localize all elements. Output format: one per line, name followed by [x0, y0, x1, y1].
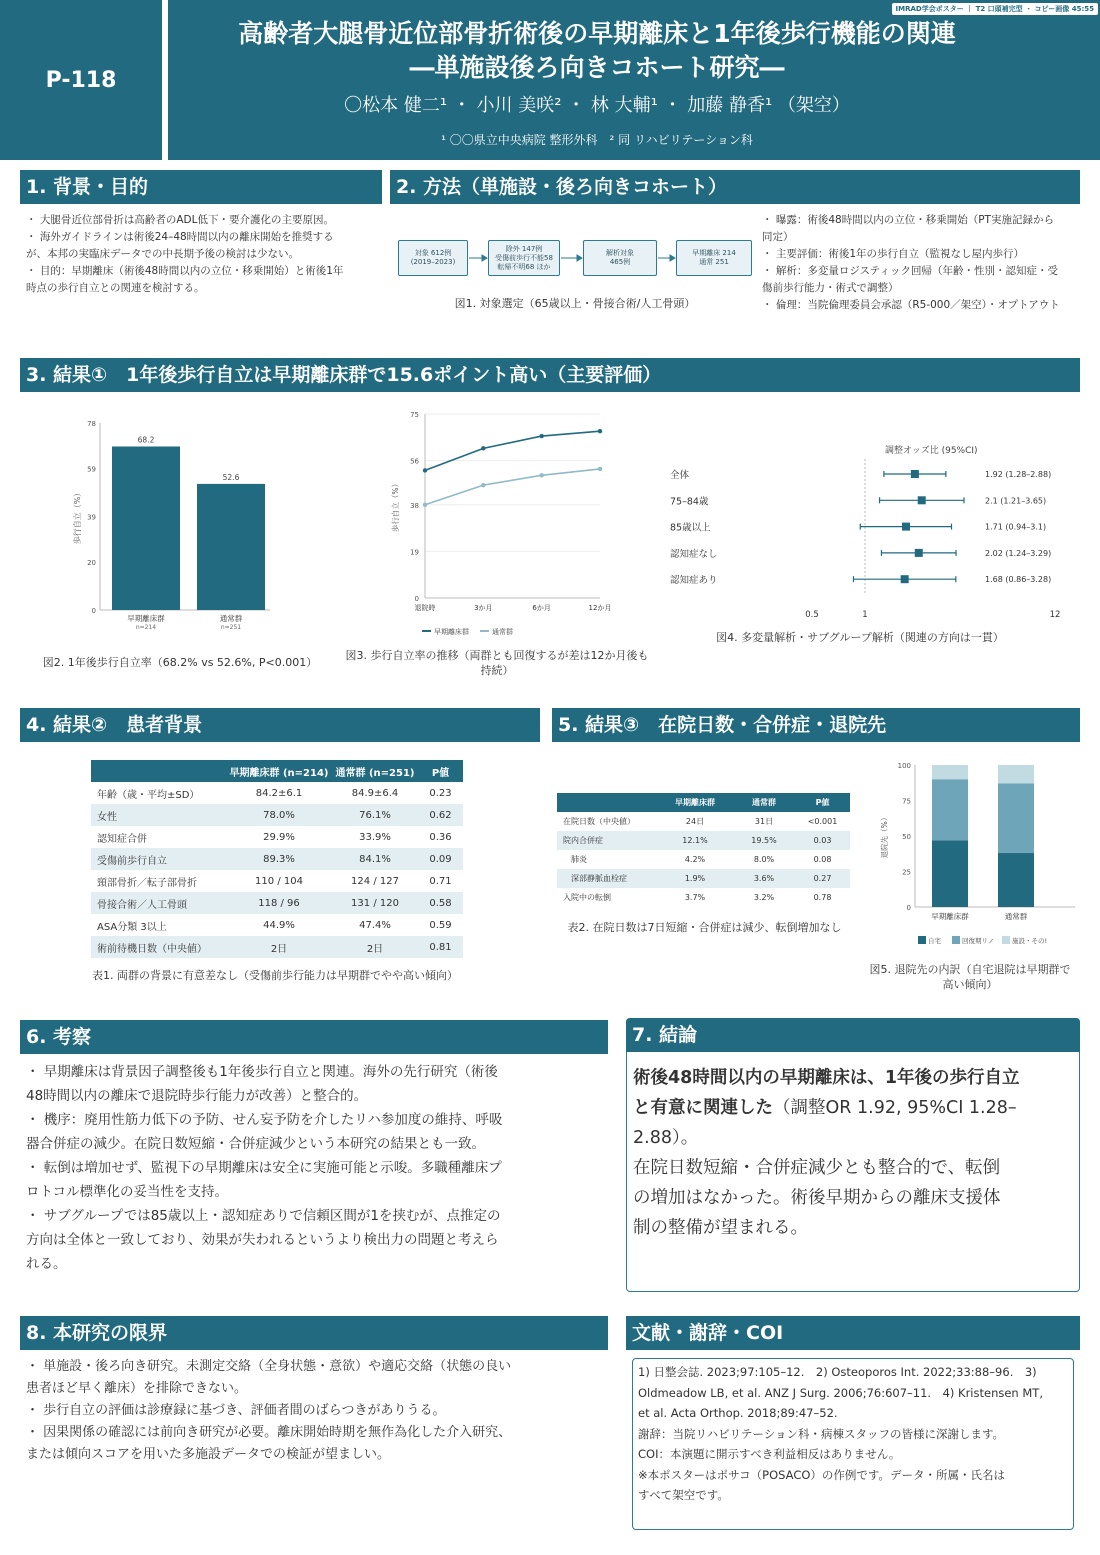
table-cell: 0.23	[429, 787, 452, 799]
text-line: の増加はなかった。術後早期からの離床支援体	[633, 1188, 1001, 1208]
flow-text: 対象 612例	[414, 249, 452, 257]
table-cell: 肺炎	[563, 855, 587, 864]
text-line: ・ 海外ガイドラインは術後24–48時間以内の離床開始を推奨する	[26, 231, 334, 243]
section3-header: 3. 結果① 1年後歩行自立は早期離床群で15.6ポイント高い（主要評価）	[20, 358, 1080, 392]
references-text	[638, 1362, 1072, 1506]
point-estimate	[902, 523, 910, 531]
bar-segment	[998, 765, 1034, 783]
series-line	[425, 469, 600, 505]
table-cell: 入院中の転倒	[563, 893, 611, 902]
table-cell: 8.0%	[753, 855, 775, 864]
table-cell: 47.4%	[359, 919, 391, 931]
table-cell: 124 / 127	[351, 875, 399, 887]
table-cell: 女性	[91, 804, 226, 826]
text-line: 患者ほど早く離床）を排除できない。	[26, 1381, 248, 1396]
table-cell: <0.001	[807, 817, 838, 826]
series-line	[425, 431, 600, 470]
text-line: が、本邦の実臨床データでの中長期予後の検討は少ない。	[26, 248, 299, 260]
data-point	[481, 483, 485, 487]
bar	[112, 446, 180, 610]
table-cell: 131 / 120	[332, 892, 418, 914]
legend-label: 早期離床群	[434, 628, 469, 636]
table-cell: 2日	[332, 936, 418, 958]
table-cell: 4.2%	[684, 855, 706, 864]
table-row	[91, 870, 463, 892]
section6-text	[26, 1060, 606, 1276]
text-line: ・ 早期離床は背景因子調整後も1年後歩行自立と関連。海外の先行研究（術後	[26, 1064, 498, 1080]
y-tick-label: 20	[87, 559, 96, 568]
x-tick-label: 通常群	[219, 614, 243, 623]
text-line: ロトコル標準化の妥当性を支持。	[26, 1184, 228, 1200]
text-line: 謝辞：当院リハビリテーション科・病棟スタッフの皆様に深謝します。	[638, 1426, 1005, 1441]
text-line: 2.88）。	[633, 1128, 699, 1148]
table-cell: 2日	[226, 936, 332, 958]
table-row	[91, 914, 463, 936]
legend-label: 回復期リノ	[962, 937, 995, 945]
table1-head: 早期離床群 (n=214)	[226, 760, 332, 782]
text-line: ・ 解析：多変量ロジスティック回帰（年齢・性別・認知症・受	[762, 265, 1058, 277]
legend-swatch	[952, 936, 960, 944]
line-chart	[370, 405, 640, 645]
legend-label: 施設・その!	[1012, 937, 1048, 945]
x-tick-label: 0.5	[805, 610, 819, 620]
y-tick-label: 56	[410, 457, 419, 466]
section7-header: 7. 結論	[626, 1018, 1080, 1052]
conclusion-text-span: （調整OR 1.92, 95%CI 1.28–	[773, 1098, 1017, 1118]
stacked-bar-chart	[870, 755, 1080, 955]
poster-number: P-118	[45, 67, 117, 93]
x-tick-label: 1	[862, 610, 868, 620]
table-cell: 3.2%	[753, 893, 775, 902]
figure5-caption: 図5. 退院先の内訳（自宅退院は早期群で高い傾向）	[869, 963, 1071, 991]
y-axis-label: 退院先（%）	[880, 813, 889, 859]
table-cell: 0.36	[429, 831, 452, 843]
table-cell: 0.81	[418, 936, 463, 958]
flow-text: 465例	[609, 258, 631, 266]
y-tick-label: 0	[906, 904, 911, 912]
x-tick-label: 12か月	[588, 604, 612, 612]
text-line: 在院日数短縮・合併症減少とも整合的で、転倒	[633, 1158, 1001, 1178]
y-tick-label: 100	[897, 762, 911, 770]
y-axis-label: 歩行自立（%）	[73, 488, 82, 545]
bar-segment	[932, 765, 968, 779]
bar-segment	[998, 853, 1034, 907]
legend-label: 通常群	[492, 628, 513, 636]
flow-text: 受傷前歩行不能58	[495, 253, 553, 262]
table-cell: 12.1%	[657, 831, 733, 850]
data-point	[598, 429, 602, 433]
point-estimate	[915, 549, 923, 557]
text-line: ・ 転倒は増加せず、監視下の早期離床は安全に実施可能と示唆。多職種離床プ	[26, 1160, 502, 1176]
table-cell: 0.62	[418, 804, 463, 826]
table-cell: 24日	[685, 817, 705, 826]
data-label: 52.6	[222, 472, 240, 482]
y-tick-label: 0	[414, 595, 419, 603]
section1-text	[26, 212, 378, 297]
text-line: れる。	[26, 1256, 67, 1272]
table2	[557, 793, 850, 907]
conclusion-bold: と有意に関連した	[633, 1098, 773, 1118]
flow-text: 解析対象	[606, 249, 634, 257]
table-cell: 33.9%	[359, 831, 391, 843]
data-point	[539, 473, 543, 477]
y-tick-label: 39	[87, 513, 96, 522]
flow-text: 早期離床 214	[692, 249, 736, 257]
bar-segment	[932, 840, 968, 907]
table1-head: 通常群 (n=251)	[332, 760, 418, 782]
table-row	[557, 850, 850, 869]
table-cell: 受傷前歩行自立	[91, 848, 226, 870]
data-label: 68.2	[137, 435, 155, 445]
y-axis-label: 歩行自立（%）	[391, 479, 400, 533]
data-point	[423, 468, 427, 472]
or-label: 2.02 (1.24–3.29)	[985, 548, 1052, 558]
section1-header: 1. 背景・目的	[20, 170, 382, 204]
authors: 〇松本 健二¹ ・ 小川 美咲² ・ 林 大輔¹ ・ 加藤 静香¹ （架空）	[344, 95, 850, 116]
text-line: ・ 大腿骨近位部骨折は高齢者のADL低下・要介護化の主要原因。	[26, 214, 334, 226]
table1-head	[91, 760, 226, 782]
text-line: Oldmeadow LB, et al. ANZ J Surg. 2006;76:607–11. 4) Kristensen MT,	[638, 1385, 1043, 1400]
title-line2: ―単施設後ろ向きコホート研究―	[409, 53, 785, 82]
table-cell: 84.2±6.1	[255, 787, 303, 799]
text-line: et al. Acta Orthop. 2018;89:47–52.	[638, 1406, 838, 1420]
text-line: 同定）	[762, 231, 794, 243]
y-tick-label: 75	[902, 797, 911, 806]
data-point	[423, 503, 427, 507]
y-tick-label: 19	[410, 548, 419, 557]
subgroup-label: 75–84歳	[670, 496, 709, 508]
conclusion-bold: 術後48時間以内の早期離床は、1年後の歩行自立	[633, 1068, 1020, 1088]
point-estimate	[901, 575, 909, 583]
text-line: ・ 単施設・後ろ向き研究。未測定交絡（全身状態・意欲）や適応交絡（状態の良い	[26, 1359, 512, 1374]
table-cell: 84.9±6.4	[351, 787, 399, 799]
subgroup-label: 認知症なし	[670, 548, 718, 560]
table-cell: 110 / 104	[255, 875, 303, 887]
table-cell: ASA分類 3以上	[97, 921, 167, 933]
y-tick-label: 50	[902, 833, 911, 841]
text-line: 器合併症の減少。在院日数短縮・合併症減少という本研究の結果とも一致。	[26, 1136, 485, 1152]
table-row	[557, 812, 850, 831]
table-cell: 3.7%	[684, 893, 706, 902]
table-row	[91, 848, 463, 870]
point-estimate	[911, 470, 919, 478]
table-cell: 0.09	[418, 848, 463, 870]
table-row	[91, 892, 463, 914]
legend-swatch	[918, 936, 926, 944]
text-line: すべて架空です。	[638, 1488, 729, 1502]
conclusion-text	[633, 1063, 1078, 1243]
section8-header: 8. 本研究の限界	[20, 1316, 608, 1350]
format-badge: IMRAD学会ポスター ｜ T2 口頭補完型 ・ コピー画像 45:55	[892, 3, 1098, 15]
table-cell: 0.58	[418, 892, 463, 914]
table-cell: 0.03	[795, 831, 850, 850]
forest-title: 調整オッズ比 (95%CI)	[884, 446, 978, 456]
table-cell: 118 / 96	[226, 892, 332, 914]
section5-header: 5. 結果③ 在院日数・合併症・退院先	[552, 708, 1080, 742]
text-line: ・ 歩行自立の評価は診療録に基づき、評価者間のばらつきがありうる。	[26, 1403, 446, 1418]
table2-head: P値	[795, 793, 850, 812]
table-cell: 1.9%	[657, 869, 733, 888]
or-label: 2.1 (1.21–3.65)	[985, 496, 1047, 506]
table1-caption: 表1. 両群の背景に有意差なし（受傷前歩行能力は早期群でやや高い傾向）	[92, 969, 458, 982]
subgroup-label: 認知症あり	[670, 575, 718, 587]
x-tick-sublabel: n=214	[135, 624, 157, 631]
data-point	[481, 446, 485, 450]
section4-header: 4. 結果② 患者背景	[20, 708, 540, 742]
poster-number-box	[0, 0, 162, 160]
x-tick-label: 退院時	[414, 604, 436, 612]
table-cell: 年齢（歳・平均±SD）	[97, 789, 200, 801]
text-line: ・ 倫理：当院倫理委員会承認（R5-000／架空）・オプトアウト	[762, 299, 1060, 311]
forest-plot	[660, 435, 1080, 625]
bar-segment	[932, 779, 968, 840]
table2-head: 早期離床群	[657, 793, 733, 812]
x-tick-label: 12	[1049, 610, 1061, 620]
text-line: 方向は全体と一致しており、効果が失われるというより検出力の問題と考えら	[26, 1232, 499, 1248]
text-line: 傷前歩行能力・術式で調整）	[762, 282, 899, 294]
title-banner	[168, 0, 1100, 160]
figure4-caption: 図4. 多変量解析・サブグループ解析（関連の方向は一貫）	[716, 631, 1004, 644]
x-tick-label: 通常群	[1004, 912, 1028, 921]
legend-swatch	[1002, 936, 1010, 944]
text-line: COI：本演題に開示すべき利益相反はありません。	[638, 1447, 901, 1461]
y-tick-label: 59	[87, 465, 96, 474]
table-cell: 0.59	[429, 919, 452, 931]
bar	[197, 484, 265, 610]
text-line: 48時間以内の離床で退院時歩行能力が改善）と整合的。	[26, 1088, 368, 1104]
x-tick-label: 6か月	[532, 604, 551, 612]
legend-label: 自宅	[928, 937, 941, 945]
table-cell: 76.1%	[332, 804, 418, 826]
table1	[91, 760, 463, 958]
table-cell: 19.5%	[733, 831, 795, 850]
table-row	[557, 869, 850, 888]
flow-text: 通常 251	[699, 258, 729, 266]
table-cell: 84.1%	[332, 848, 418, 870]
text-line: ・ サブグループでは85歳以上・認知症ありで信頼区間が1を挟むが、点推定の	[26, 1208, 501, 1224]
flow-text: 除外 147例	[505, 244, 543, 253]
y-tick-label: 25	[902, 868, 911, 877]
text-line: ※本ポスターはポサコ（POSACO）の作例です。データ・所属・氏名は	[638, 1467, 1005, 1482]
x-tick-label: 早期離床群	[931, 912, 969, 921]
table-row	[91, 804, 463, 826]
figure2-caption: 図2. 1年後歩行自立率（68.2% vs 52.6%, P<0.001）	[42, 656, 318, 669]
text-line: ・ 主要評価：術後1年の歩行自立（監視なし屋内歩行）	[762, 248, 1025, 260]
table-cell: 0.27	[795, 869, 850, 888]
table-cell: 頸部骨折／転子部骨折	[97, 877, 197, 889]
text-line: または傾向スコアを用いた多施設データでの検証が望ましい。	[26, 1447, 391, 1462]
table2-caption: 表2. 在院日数は7日短縮・合併症は減少、転倒増加なし	[567, 921, 842, 934]
text-line: ・ 目的：早期離床（術後48時間以内の立位・移乗開始）と術後1年	[26, 265, 344, 277]
subgroup-label: 85歳以上	[670, 522, 711, 534]
table1-head: P値	[418, 760, 463, 782]
table-cell: 在院日数（中央値）	[563, 817, 635, 826]
table-cell: 0.78	[813, 893, 832, 902]
table-cell: 44.9%	[263, 919, 295, 931]
table-cell: 0.08	[813, 855, 832, 864]
text-line: ・ 曝露：術後48時間以内の立位・移乗開始（PT実施記録から	[762, 214, 1054, 226]
table-row	[91, 826, 463, 848]
table-cell: 深部静脈血栓症	[557, 869, 657, 888]
flow-arrows	[390, 240, 760, 276]
table-cell: 89.3%	[226, 848, 332, 870]
bar-segment	[998, 783, 1034, 853]
y-tick-label: 38	[410, 501, 419, 510]
table2-head: 通常群	[733, 793, 795, 812]
table-cell: 院内合併症	[557, 831, 657, 850]
or-label: 1.71 (0.94–3.1)	[985, 522, 1047, 532]
section9-header: 文献・謝辞・COI	[626, 1316, 1080, 1350]
or-label: 1.68 (0.86–3.28)	[985, 575, 1052, 585]
data-point	[539, 434, 543, 438]
subgroup-label: 全体	[670, 470, 690, 481]
section8-text	[26, 1356, 606, 1466]
flow-text: 転帰不明68 ほか	[497, 262, 551, 271]
table-cell: 3.6%	[733, 869, 795, 888]
text-line: 制の整備が望まれる。	[633, 1218, 808, 1238]
table-cell: 29.9%	[263, 831, 295, 843]
x-tick-label: 3か月	[474, 604, 493, 612]
y-tick-label: 75	[410, 411, 419, 419]
table-row	[557, 888, 850, 907]
table-cell: 31日	[754, 817, 774, 826]
y-tick-label: 0	[91, 607, 96, 615]
title-line1: 高齢者大腿骨近位部骨折術後の早期離床と1年後歩行機能の関連	[238, 19, 956, 48]
table-cell: 認知症合併	[97, 833, 147, 845]
section6-header: 6. 考察	[20, 1020, 608, 1054]
figure3-caption: 図3. 歩行自立率の推移（両群とも回復するが差は12か月後も持続）	[345, 649, 649, 677]
table2-head	[557, 793, 657, 812]
flow-text: (2019–2023)	[410, 258, 456, 266]
table-row	[91, 782, 463, 804]
table-cell: 術前待機日数（中央値）	[91, 936, 226, 958]
point-estimate	[918, 496, 926, 504]
or-label: 1.92 (1.28–2.88)	[985, 470, 1052, 479]
text-line: 時点の歩行自立との関連を検討する。	[26, 282, 205, 294]
table-row	[91, 936, 463, 958]
text-line: ・ 因果関係の確認には前向き研究が必要。離床開始時期を無作為化した介入研究、	[26, 1425, 512, 1440]
table-cell: 骨接合術／人工骨頭	[91, 892, 226, 914]
affiliations: ¹ 〇〇県立中央病院 整形外科 ² 同 リハビリテーション科	[441, 133, 753, 147]
figure1-caption: 図1. 対象選定（65歳以上・骨接合術/人工骨頭）	[454, 297, 696, 310]
table-cell: 0.71	[429, 875, 452, 887]
data-point	[598, 467, 602, 471]
y-tick-label: 78	[87, 420, 96, 428]
x-tick-label: 早期離床群	[127, 614, 165, 623]
text-line: ・ 機序：廃用性筋力低下の予防、せん妄予防を介したリハ参加度の維持、呼吸	[26, 1112, 503, 1128]
table-row	[557, 831, 850, 850]
bar-chart	[20, 405, 340, 645]
section2-text	[762, 212, 1082, 314]
x-tick-sublabel: n=251	[220, 624, 242, 631]
table-cell: 78.0%	[226, 804, 332, 826]
section2-header: 2. 方法（単施設・後ろ向きコホート）	[390, 170, 1080, 204]
text-line: 1) 日整会誌. 2023;97:105–12. 2) Osteoporos Int. 2022;33:88–96. 3)	[638, 1365, 1037, 1379]
